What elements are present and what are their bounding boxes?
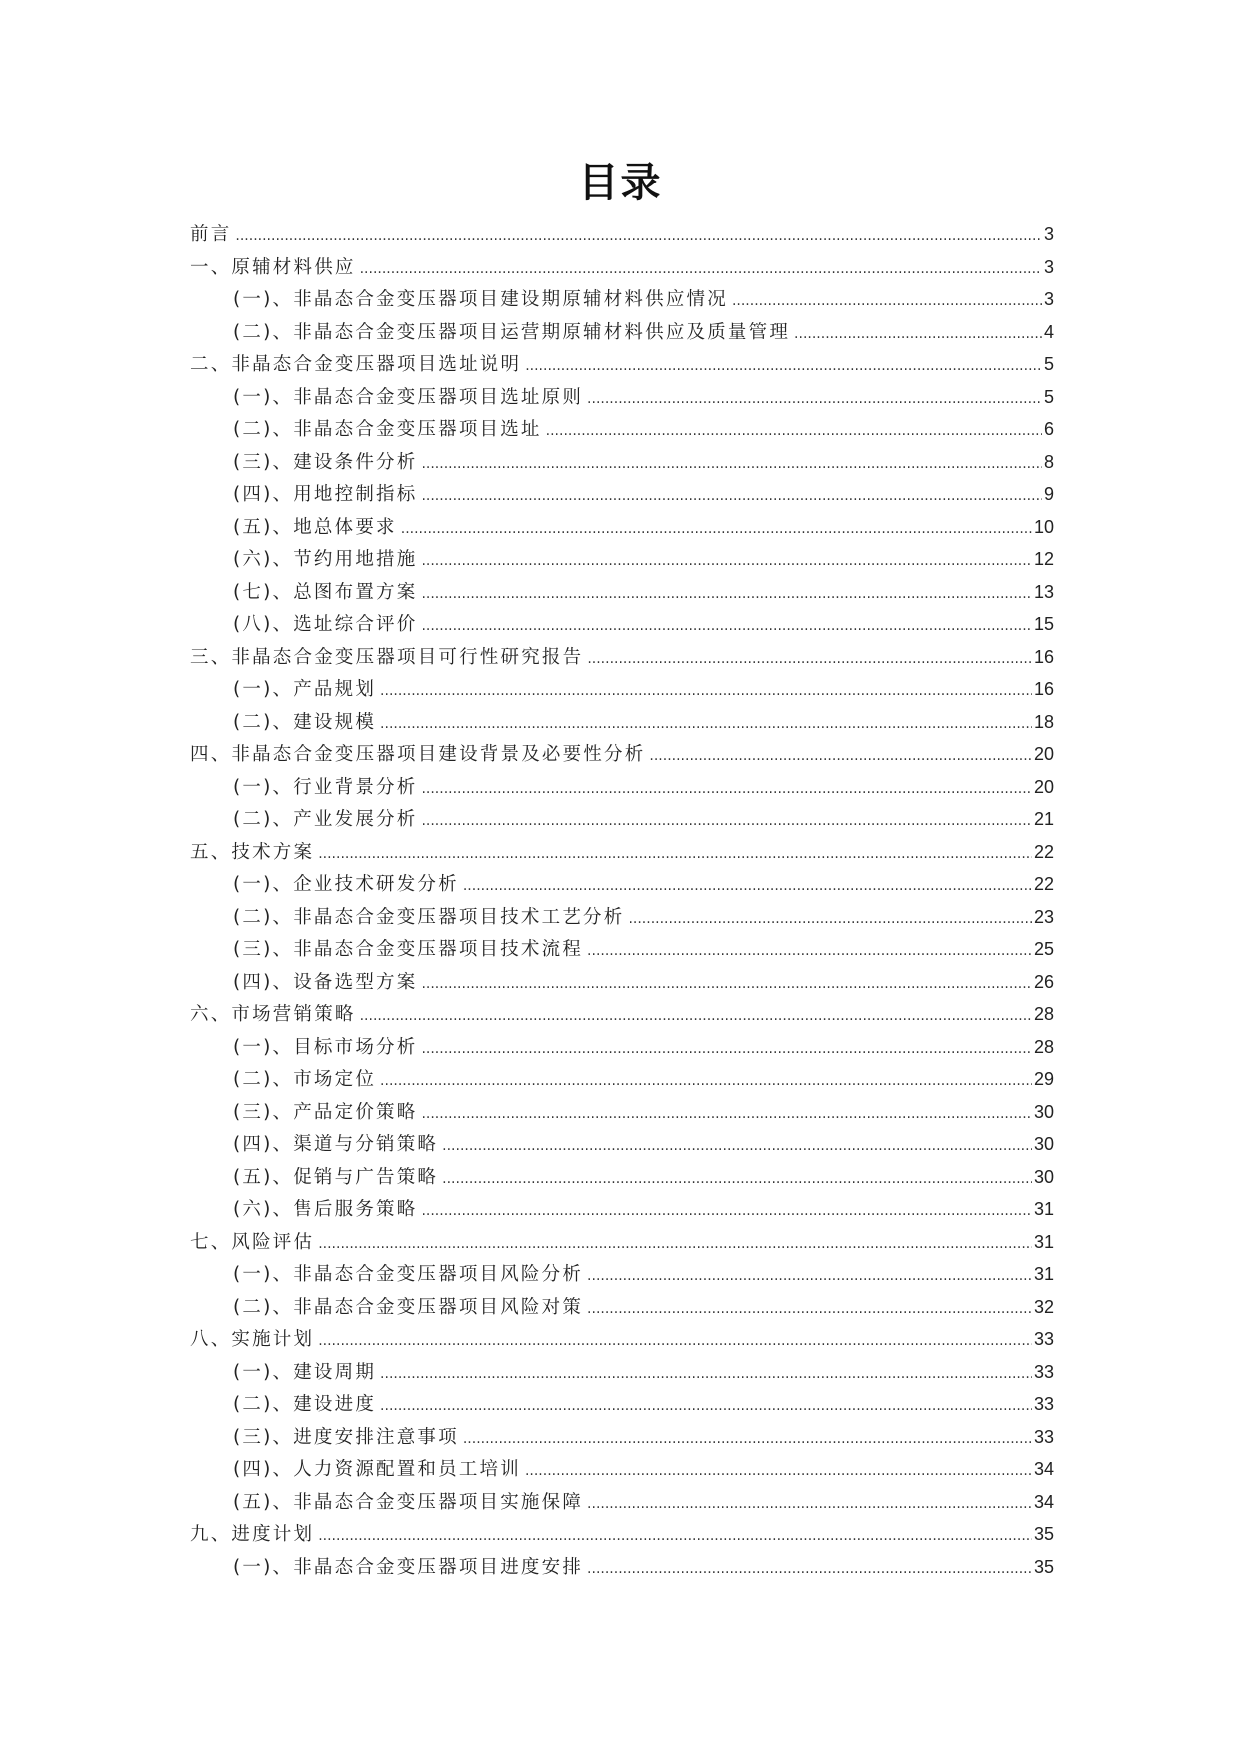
toc-entry-text: (七)、总图布置方案 xyxy=(233,581,418,603)
toc-entry-page-number: 28 xyxy=(1033,1036,1054,1057)
toc-entry[interactable] xyxy=(190,966,1054,999)
toc-dot-leader xyxy=(421,610,1032,643)
toc-entry[interactable] xyxy=(190,446,1054,479)
toc-entry-text: (三)、建设条件分析 xyxy=(233,451,418,473)
toc-entry[interactable] xyxy=(190,868,1054,901)
toc-entry[interactable] xyxy=(190,998,1054,1031)
toc-entry-text: (一)、行业背景分析 xyxy=(233,776,418,798)
toc-entry-page-number: 5 xyxy=(1043,386,1054,407)
toc-entry[interactable] xyxy=(190,608,1054,641)
toc-entry[interactable] xyxy=(190,511,1054,544)
toc-entry-text: (四)、人力资源配置和员工培训 xyxy=(233,1459,521,1480)
toc-dot-leader xyxy=(421,1033,1032,1066)
toc-entry-page-number: 30 xyxy=(1033,1101,1054,1122)
toc-entry[interactable] xyxy=(190,673,1054,706)
toc-entry-text: 二、非晶态合金变压器项目选址说明 xyxy=(190,354,522,375)
toc-entry-page-number: 6 xyxy=(1043,419,1054,439)
toc-dot-leader xyxy=(587,1553,1032,1586)
toc-entry-text: (二)、非晶态合金变压器项目运营期原辅材料供应及质量管理 xyxy=(233,321,791,343)
toc-entry-page-number: 4 xyxy=(1043,321,1054,342)
toc-entry-text: (一)、非晶态合金变压器项目进度安排 xyxy=(233,1556,584,1578)
toc-entry-page-number: 16 xyxy=(1033,679,1054,699)
toc-entry-page-number: 34 xyxy=(1033,1459,1054,1479)
toc-entry[interactable] xyxy=(190,1323,1054,1356)
toc-dot-leader xyxy=(587,1293,1032,1326)
toc-entry-text: 九、进度计划 xyxy=(190,1524,315,1545)
toc-dot-leader xyxy=(421,968,1032,1001)
toc-entry-page-number: 35 xyxy=(1033,1556,1054,1577)
toc-dot-leader xyxy=(794,318,1042,351)
toc-dot-leader xyxy=(628,903,1032,936)
toc-entry-page-number: 33 xyxy=(1033,1329,1054,1349)
toc-dot-leader xyxy=(587,643,1032,676)
toc-entry[interactable] xyxy=(190,576,1054,609)
toc-entry[interactable] xyxy=(190,1486,1054,1519)
toc-entry-page-number: 21 xyxy=(1033,809,1054,829)
toc-entry-page-number: 3 xyxy=(1043,256,1054,277)
toc-entry[interactable] xyxy=(190,381,1054,414)
toc-dot-leader xyxy=(442,1130,1032,1163)
toc-dot-leader xyxy=(380,1390,1032,1423)
toc-entry[interactable] xyxy=(190,933,1054,966)
toc-entry-text: (二)、市场定位 xyxy=(233,1069,377,1090)
toc-entry-page-number: 29 xyxy=(1033,1069,1054,1089)
toc-entry-text: (三)、产品定价策略 xyxy=(233,1101,418,1123)
toc-entry[interactable] xyxy=(190,478,1054,511)
toc-entry-page-number: 13 xyxy=(1033,581,1054,602)
toc-entry-page-number: 30 xyxy=(1033,1134,1054,1154)
toc-dot-leader xyxy=(463,1423,1032,1456)
toc-entry-text: (五)、非晶态合金变压器项目实施保障 xyxy=(233,1491,584,1513)
toc-entry-text: (三)、非晶态合金变压器项目技术流程 xyxy=(233,939,584,960)
toc-entry-text: (四)、用地控制指标 xyxy=(233,484,418,505)
toc-entry[interactable] xyxy=(190,316,1054,349)
toc-entry[interactable] xyxy=(190,738,1054,771)
toc-entry-page-number: 9 xyxy=(1043,484,1054,504)
toc-dot-leader xyxy=(421,545,1032,578)
toc-entry-page-number: 28 xyxy=(1033,1004,1054,1024)
toc-dot-leader xyxy=(421,773,1032,806)
toc-entry-text: (二)、非晶态合金变压器项目风险对策 xyxy=(233,1296,584,1318)
toc-dot-leader xyxy=(380,1065,1032,1098)
toc-entry-text: (一)、非晶态合金变压器项目建设期原辅材料供应情况 xyxy=(233,289,728,310)
toc-entry-page-number: 34 xyxy=(1033,1491,1054,1512)
toc-entry-text: 一、原辅材料供应 xyxy=(190,256,356,278)
toc-entry[interactable] xyxy=(190,1518,1054,1551)
toc-entry-text: 七、风险评估 xyxy=(190,1231,315,1253)
toc-entry-page-number: 16 xyxy=(1033,646,1054,667)
toc-entry-text: (四)、渠道与分销策略 xyxy=(233,1134,439,1155)
toc-dot-leader xyxy=(587,1260,1032,1293)
toc-entry-page-number: 22 xyxy=(1033,841,1054,862)
toc-entry-text: (一)、非晶态合金变压器项目选址原则 xyxy=(233,386,584,408)
toc-entry[interactable] xyxy=(190,1388,1054,1421)
toc-entry[interactable] xyxy=(190,803,1054,836)
toc-dot-leader xyxy=(546,415,1042,448)
toc-dot-leader xyxy=(318,1325,1032,1358)
toc-dot-leader xyxy=(587,1488,1032,1521)
toc-title: 目录 xyxy=(578,160,663,206)
toc-entry-text: (八)、选址综合评价 xyxy=(233,614,418,635)
toc-entry[interactable] xyxy=(190,283,1054,316)
toc-entry[interactable] xyxy=(190,251,1054,284)
toc-dot-leader xyxy=(360,253,1042,286)
toc-dot-leader xyxy=(649,740,1032,773)
toc-entry[interactable] xyxy=(190,348,1054,381)
toc-dot-leader xyxy=(318,1520,1032,1553)
toc-list xyxy=(190,218,1054,1583)
toc-entry-page-number: 5 xyxy=(1043,354,1054,374)
toc-dot-leader xyxy=(421,448,1042,481)
toc-dot-leader xyxy=(421,1098,1032,1131)
toc-entry[interactable] xyxy=(190,1356,1054,1389)
toc-entry-text: (六)、售后服务策略 xyxy=(233,1199,418,1220)
toc-entry-text: 四、非晶态合金变压器项目建设背景及必要性分析 xyxy=(190,744,646,765)
toc-entry-page-number: 30 xyxy=(1033,1166,1054,1187)
toc-entry[interactable] xyxy=(190,1258,1054,1291)
toc-entry-text: 六、市场营销策略 xyxy=(190,1004,356,1025)
toc-entry-text: (二)、建设进度 xyxy=(233,1394,377,1415)
toc-entry[interactable] xyxy=(190,1161,1054,1194)
toc-entry-page-number: 12 xyxy=(1033,549,1054,569)
toc-entry[interactable] xyxy=(190,1226,1054,1259)
toc-dot-leader xyxy=(525,350,1042,383)
toc-entry-text: (三)、进度安排注意事项 xyxy=(233,1426,459,1448)
toc-entry-page-number: 26 xyxy=(1033,971,1054,992)
toc-dot-leader xyxy=(318,838,1032,871)
toc-entry[interactable] xyxy=(190,1291,1054,1324)
toc-dot-leader xyxy=(421,805,1032,838)
toc-dot-leader xyxy=(463,870,1032,903)
toc-entry-text: 五、技术方案 xyxy=(190,841,315,863)
toc-entry-text: 前言 xyxy=(190,224,232,245)
toc-dot-leader xyxy=(380,1358,1032,1391)
toc-entry-page-number: 25 xyxy=(1033,939,1054,959)
toc-entry-page-number: 35 xyxy=(1033,1524,1054,1544)
toc-entry-page-number: 3 xyxy=(1043,224,1054,244)
toc-entry-text: (一)、企业技术研发分析 xyxy=(233,874,459,895)
toc-dot-leader xyxy=(732,285,1042,318)
toc-entry-text: (一)、非晶态合金变压器项目风险分析 xyxy=(233,1264,584,1285)
toc-entry-page-number: 33 xyxy=(1033,1394,1054,1414)
toc-entry-text: 三、非晶态合金变压器项目可行性研究报告 xyxy=(190,646,584,668)
toc-entry-page-number: 10 xyxy=(1033,516,1054,537)
toc-entry-page-number: 3 xyxy=(1043,289,1054,309)
toc-entry[interactable] xyxy=(190,641,1054,674)
toc-entry-page-number: 23 xyxy=(1033,906,1054,927)
toc-entry-text: (五)、地总体要求 xyxy=(233,516,397,538)
toc-dot-leader xyxy=(380,708,1032,741)
toc-entry-page-number: 8 xyxy=(1043,451,1054,472)
toc-entry-page-number: 31 xyxy=(1033,1199,1054,1219)
toc-dot-leader xyxy=(421,578,1032,611)
toc-entry[interactable] xyxy=(190,1193,1054,1226)
toc-entry-text: (一)、产品规划 xyxy=(233,679,377,700)
toc-entry-page-number: 20 xyxy=(1033,776,1054,797)
toc-dot-leader xyxy=(525,1455,1032,1488)
toc-entry-text: (六)、节约用地措施 xyxy=(233,549,418,570)
toc-entry[interactable] xyxy=(190,1096,1054,1129)
toc-entry-text: (一)、目标市场分析 xyxy=(233,1036,418,1058)
toc-entry-page-number: 33 xyxy=(1033,1426,1054,1447)
toc-entry-text: (二)、产业发展分析 xyxy=(233,809,418,830)
toc-entry[interactable] xyxy=(190,1551,1054,1584)
toc-entry[interactable] xyxy=(190,218,1054,251)
toc-entry[interactable] xyxy=(190,1128,1054,1161)
toc-entry-text: (四)、设备选型方案 xyxy=(233,971,418,993)
toc-dot-leader xyxy=(421,1195,1032,1228)
toc-entry-text: (一)、建设周期 xyxy=(233,1361,377,1383)
toc-entry[interactable] xyxy=(190,836,1054,869)
toc-entry-text: (五)、促销与广告策略 xyxy=(233,1166,439,1188)
toc-dot-leader xyxy=(360,1000,1032,1033)
toc-entry-text: 八、实施计划 xyxy=(190,1329,315,1350)
toc-entry-page-number: 18 xyxy=(1033,711,1054,732)
toc-dot-leader xyxy=(401,513,1032,546)
toc-entry-page-number: 22 xyxy=(1033,874,1054,894)
toc-dot-leader xyxy=(318,1228,1032,1261)
toc-entry-text: (二)、非晶态合金变压器项目技术工艺分析 xyxy=(233,906,625,928)
toc-entry-page-number: 33 xyxy=(1033,1361,1054,1382)
toc-entry-page-number: 15 xyxy=(1033,614,1054,634)
toc-entry-text: (二)、建设规模 xyxy=(233,711,377,733)
toc-entry[interactable] xyxy=(190,1031,1054,1064)
toc-dot-leader xyxy=(235,220,1042,253)
toc-entry-text: (二)、非晶态合金变压器项目选址 xyxy=(233,419,542,440)
toc-entry[interactable] xyxy=(190,1063,1054,1096)
toc-entry-page-number: 20 xyxy=(1033,744,1054,764)
toc-dot-leader xyxy=(587,935,1032,968)
toc-dot-leader xyxy=(587,383,1042,416)
toc-entry[interactable] xyxy=(190,543,1054,576)
toc-entry[interactable] xyxy=(190,901,1054,934)
toc-dot-leader xyxy=(380,675,1032,708)
toc-dot-leader xyxy=(421,480,1042,513)
toc-entry[interactable] xyxy=(190,706,1054,739)
toc-entry[interactable] xyxy=(190,1421,1054,1454)
toc-entry[interactable] xyxy=(190,413,1054,446)
toc-entry-page-number: 32 xyxy=(1033,1296,1054,1317)
toc-entry-page-number: 31 xyxy=(1033,1231,1054,1252)
toc-entry[interactable] xyxy=(190,771,1054,804)
toc-entry[interactable] xyxy=(190,1453,1054,1486)
toc-dot-leader xyxy=(442,1163,1032,1196)
toc-entry-page-number: 31 xyxy=(1033,1264,1054,1284)
